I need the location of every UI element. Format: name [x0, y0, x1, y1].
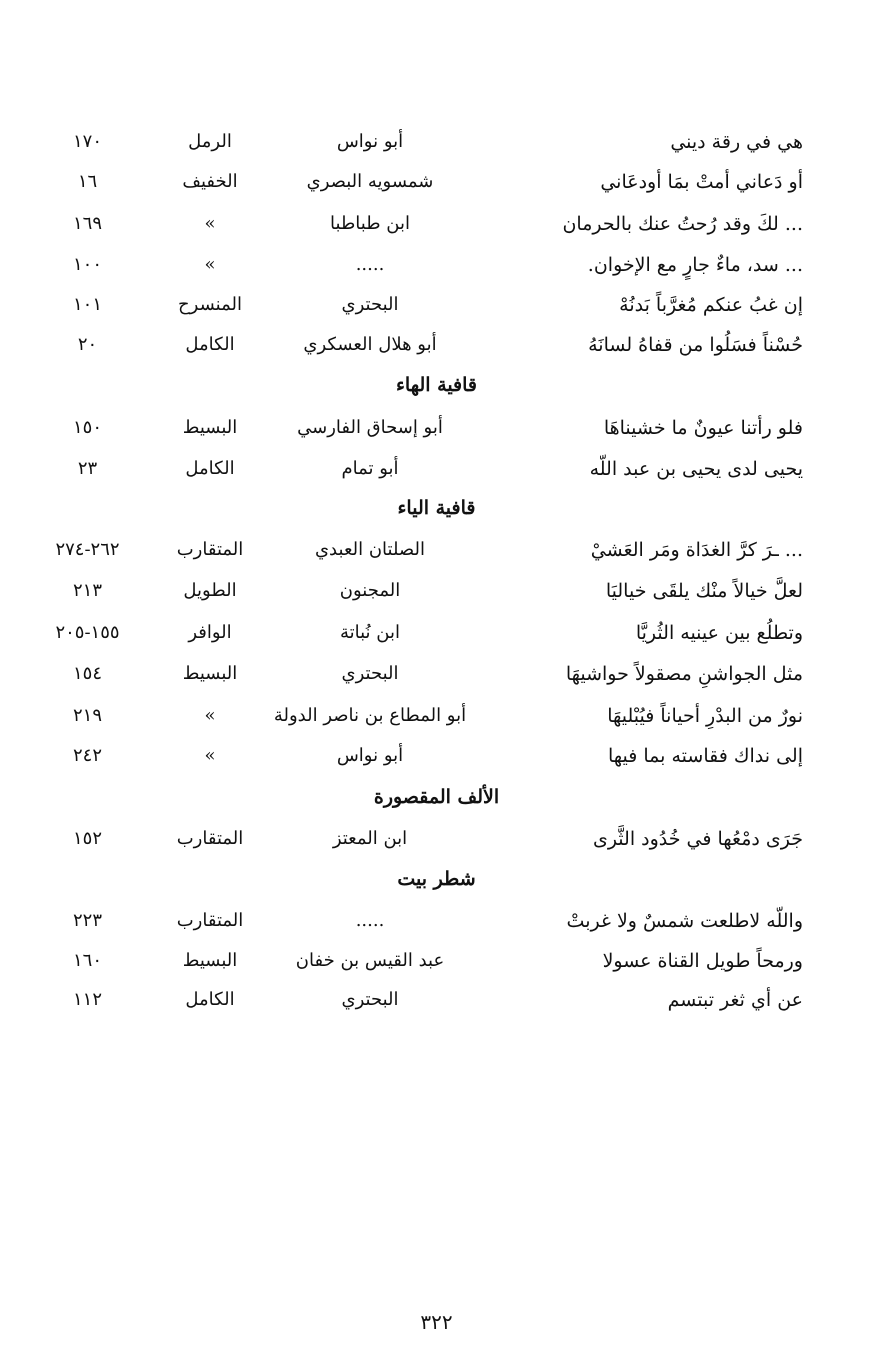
verse-text: واللّه لاطلعت شمسٌ ولا غربتْ	[566, 910, 803, 932]
page-ref: ١٦٠	[72, 950, 102, 971]
meter-name: المتقارب	[176, 910, 244, 931]
page-ref: ٢٤٢	[72, 745, 102, 766]
poet-name: الصلتان العبدي	[314, 539, 426, 560]
table-row	[0, 325, 873, 365]
verse-text: ... لكَ وقد رُحتُ عنك بالحرمان	[562, 213, 803, 235]
page-ref: ١٠١	[72, 294, 102, 315]
verse-text: جَرَى دمْعُها في خُدُود الثَّرى	[592, 828, 803, 850]
poet-name: ابن المعتز	[332, 828, 408, 849]
page-ref: ٢٢٣	[72, 910, 102, 931]
section-heading: قافية الهاء	[395, 374, 478, 396]
meter-name: الكامل	[185, 334, 235, 355]
meter-name: الكامل	[185, 458, 235, 479]
poet-name: أبو هلال العسكري	[303, 334, 437, 355]
meter-name: الكامل	[185, 989, 235, 1010]
meter-name: المتقارب	[176, 828, 244, 849]
poet-name: أبو إسحاق الفارسي	[297, 417, 443, 438]
meter-name: المتقارب	[176, 539, 244, 560]
verse-text: فلو رأتنا عيونٌ ما خشيناهَا	[603, 417, 803, 439]
verse-text: إلى نداك فقاسته بما فيها	[607, 745, 803, 767]
poet-name: أبو تمام	[341, 458, 399, 479]
page-ref: ١٧٠	[72, 131, 102, 152]
page-ref: ٢٠	[77, 334, 98, 355]
table-row	[0, 162, 873, 202]
verse-text: وتطلُع بين عينيه الثُريَّا	[635, 622, 803, 644]
table-row	[0, 941, 873, 981]
page-ref: ١٦	[77, 171, 98, 192]
verse-text: لعلَّ خيالاً منْك يلقَى خياليَا	[605, 580, 803, 602]
poet-name: أبو نواس	[336, 745, 404, 766]
poet-name: .....	[355, 254, 385, 275]
table-row	[0, 654, 873, 694]
table-row	[0, 571, 873, 611]
page-ref: ١٥٠	[72, 417, 102, 438]
table-row	[0, 204, 873, 244]
poet-name: المجنون	[339, 580, 401, 601]
table-row	[0, 245, 873, 285]
section-heading: شطر بيت	[397, 868, 476, 890]
meter-name: الخفيف	[182, 171, 238, 192]
table-row	[0, 901, 873, 941]
meter-name: الرمل	[188, 131, 232, 152]
poet-name: أبو نواس	[336, 131, 404, 152]
poet-name: ابن نُباتة	[339, 622, 401, 643]
verse-text: حُسْناً فسَلُوا من قفاهُ لسانَهُ	[588, 334, 803, 356]
poet-name: شمسويه البصري	[306, 171, 434, 192]
verse-text: ورمحاً طويل القناة عسولا	[602, 950, 803, 972]
meter-name: الوافر	[188, 622, 232, 643]
page-ref: ٢١٣	[72, 580, 102, 601]
verse-text: هي في رقة ديني	[670, 131, 803, 153]
verse-text: نورٌ من البدْرِ أحياناً فيُبْليهَا	[607, 705, 803, 727]
meter-name: »	[204, 745, 216, 766]
poet-name: .....	[355, 910, 385, 931]
verse-text: ... سد، ماءٌ جارٍ مع الإخوان.	[587, 254, 803, 276]
meter-name: البسيط	[182, 663, 238, 684]
page-ref: ٢٣	[77, 458, 98, 479]
table-row	[0, 122, 873, 162]
table-row	[0, 530, 873, 570]
page-ref: ١٦٩	[72, 213, 102, 234]
verse-text: ... ـرَ كرَّ الغدَاة ومَر العَشيْ	[590, 539, 803, 561]
page-ref: ١٠٠	[72, 254, 102, 275]
poet-name: البحتري	[341, 989, 399, 1010]
meter-name: الطويل	[183, 580, 237, 601]
page-ref: ١١٢	[72, 989, 102, 1010]
poet-name: البحتري	[341, 663, 399, 684]
verse-text: أو دَعاني أمتْ بمَا أودعَاني	[600, 171, 803, 193]
table-row	[0, 408, 873, 448]
poet-name: أبو المطاع بن ناصر الدولة	[273, 705, 467, 726]
page-ref: ٢١٩	[72, 705, 102, 726]
verse-text: إن غبُ عنكم مُغرَّباً بَدنُهْ	[619, 294, 803, 316]
page-number: ٣٢٢	[420, 1310, 453, 1334]
table-row	[0, 613, 873, 653]
table-row	[0, 980, 873, 1020]
table-row	[0, 819, 873, 859]
poet-name: البحتري	[341, 294, 399, 315]
page-ref: ٢٦٢-٢٧٤	[55, 539, 120, 560]
table-row	[0, 736, 873, 776]
page-ref: ١٥٢	[72, 828, 102, 849]
meter-name: »	[204, 705, 216, 726]
verse-text: مثل الجواشنِ مصقولاً حواشيهَا	[565, 663, 803, 685]
poet-name: ابن طباطبا	[330, 213, 410, 234]
meter-name: البسيط	[182, 950, 238, 971]
meter-name: المنسرح	[178, 294, 242, 315]
page-ref: ١٥٥-٢٠٥	[55, 622, 120, 643]
table-row	[0, 449, 873, 489]
meter-name: البسيط	[182, 417, 238, 438]
poet-name: عبد القيس بن خفان	[295, 950, 445, 971]
table-row	[0, 696, 873, 736]
table-row	[0, 285, 873, 325]
page-ref: ١٥٤	[72, 663, 102, 684]
section-heading: الألف المقصورة	[373, 786, 500, 808]
verse-text: يحيى لدى يحيى بن عبد اللّه	[589, 458, 803, 480]
section-heading: قافية الياء	[397, 497, 476, 519]
meter-name: »	[204, 213, 216, 234]
meter-name: »	[204, 254, 216, 275]
verse-text: عن أي ثغر تبتسم	[667, 989, 803, 1011]
